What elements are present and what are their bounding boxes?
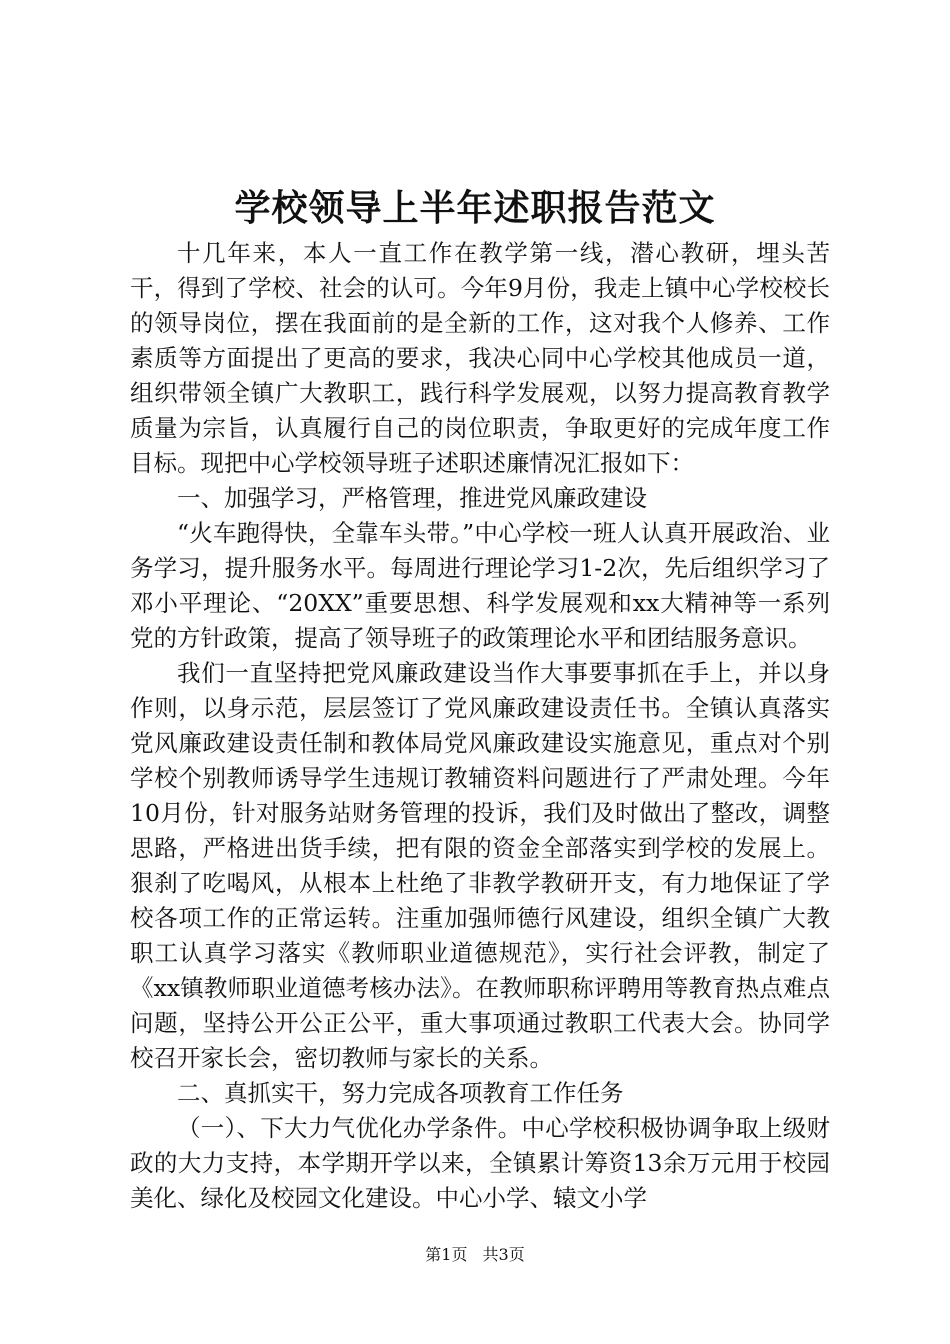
paragraph-study: “火车跑得快，全靠车头带。”中心学校一班人认真开展政治、业务学习，提升服务水平。每周进行理论学习1-2次，先后组织学习了邓小平理论、“20XX”重要思想、科学发展观和xx大精神等一系列党的方针政策，提高了领导班子的政策理论水平和团结服务意识。 [130, 519, 830, 652]
paragraph-conditions: （一）、下大力气优化办学条件。中心学校积极协调争取上级财政的大力支持，本学期开学以来，全镇累计筹资13余万元用于校园美化、绿化及校园文化建设。中心小学、辕文小学 [130, 1114, 830, 1212]
page-footer [0, 1244, 950, 1266]
page-number-current: 第1页 [425, 1245, 468, 1264]
paragraph-intro: 十几年来，本人一直工作在教学第一线，潜心教研，埋头苦干，得到了学校、社会的认可。今年9月份，我走上镇中心学校校长的领导岗位，摆在我面前的是全新的工作，这对我个人修养、工作素质等方面提出了更高的要求，我决心同中心学校其他成员一道，组织带领全镇广大教职工，践行科学发展观，以努力提高教育教学质量为宗旨，认真履行自己的岗位职责，争取更好的完成年度工作目标。现把中心学校领导班子述职述廉情况汇报如下： [130, 239, 830, 477]
section-heading-2: 二、真抓实干，努力完成各项教育工作任务 [177, 1079, 624, 1107]
page-number-total: 共3页 [482, 1245, 525, 1264]
section-heading-1: 一、加强学习，严格管理，推进党风廉政建设 [177, 484, 647, 512]
document-body [130, 236, 830, 1216]
document-title: 学校领导上半年述职报告范文 [234, 187, 716, 229]
paragraph-integrity: 我们一直坚持把党风廉政建设当作大事要事抓在手上，并以身作则，以身示范，层层签订了党风廉政建设责任书。全镇认真落实党风廉政建设责任制和教体局党风廉政建设实施意见，重点对个别学校个别教师诱导学生违规订教辅资料问题进行了严肃处理。今年10月份，针对服务站财务管理的投诉，我们及时做出了整改，调整思路，严格进出货手续，把有限的资金全部落实到学校的发展上。狠刹了吃喝风，从根本上杜绝了非教学教研开支，有力地保证了学校各项工作的正常运转。注重加强师德行风建设，组织全镇广大教职工认真学习落实《教师职业道德规范》，实行社会评教，制定了《xx镇教师职业道德考核办法》。在教师职称评聘用等教育热点难点问题，坚持公开公正公平，重大事项通过教职工代表大会。协同学校召开家长会，密切教师与家长的关系。 [130, 659, 830, 1072]
